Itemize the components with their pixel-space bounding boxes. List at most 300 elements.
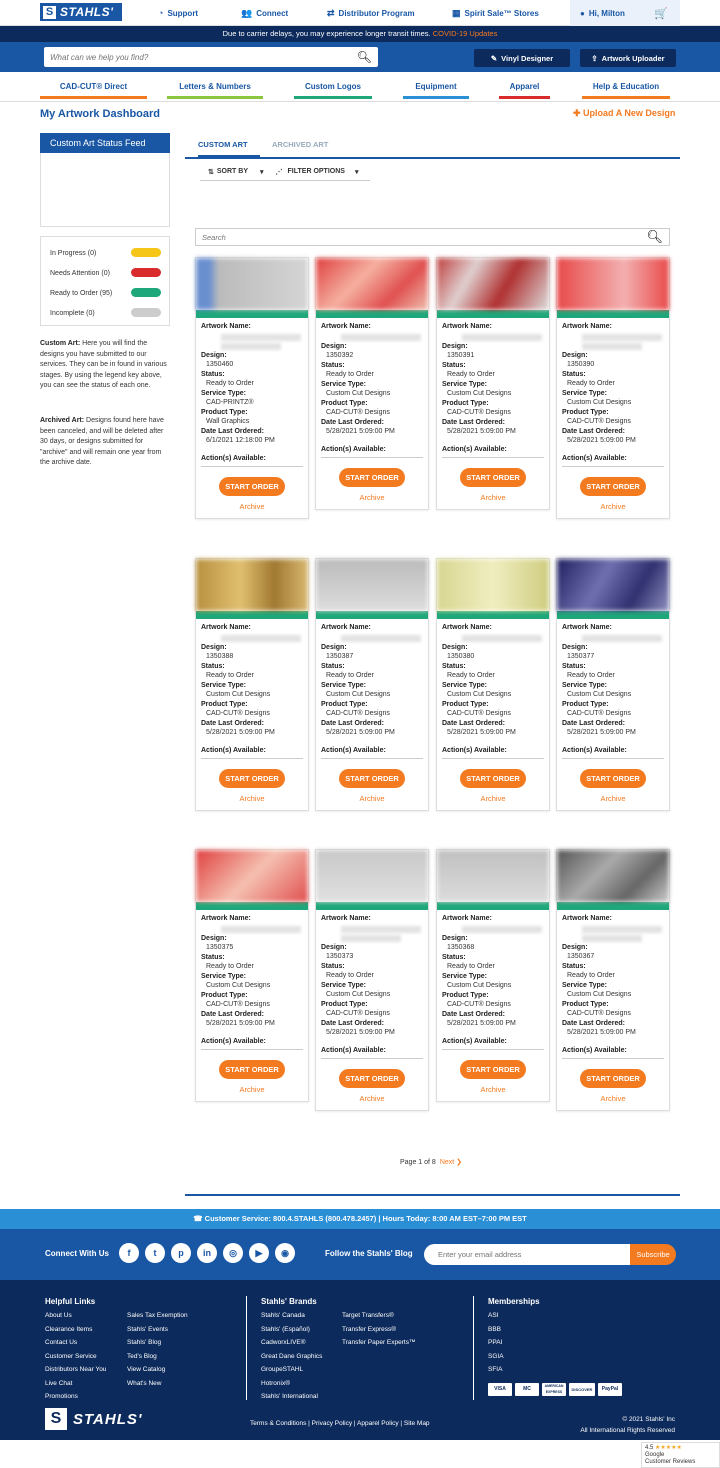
page-title: My Artwork Dashboard — [40, 108, 161, 120]
status-bar-green — [437, 902, 549, 910]
service-type-label: Service Type: — [201, 389, 247, 397]
artwork-name-redacted — [341, 935, 401, 942]
tab-custom-art[interactable]: CUSTOM ART — [198, 140, 260, 158]
mainnav-apparel-label: Apparel — [509, 82, 540, 91]
memberships-title: Memberships — [488, 1297, 540, 1306]
footer-link[interactable]: Promotions — [45, 1393, 78, 1400]
footer-link[interactable]: Clearance Items — [45, 1325, 93, 1333]
artwork-card — [436, 558, 550, 811]
artwork-thumbnail — [437, 559, 549, 611]
status-value: Ready to Order — [206, 963, 254, 970]
artwork-thumbnail — [196, 850, 308, 902]
art-tabs — [185, 135, 680, 159]
legend-label: In Progress (0) — [50, 250, 97, 257]
artwork-name-label: Artwork Name: — [321, 915, 371, 922]
divider — [185, 1194, 680, 1196]
artwork-name-redacted — [582, 926, 662, 933]
vinyl-designer-button[interactable] — [474, 49, 570, 67]
nav-support[interactable] — [158, 0, 198, 26]
service-type-value: Custom Cut Designs — [447, 691, 512, 698]
divider — [473, 1296, 474, 1400]
design-label: Design: — [201, 934, 227, 942]
upload-icon: ⇪ — [591, 53, 598, 63]
start-order-button[interactable]: START ORDER — [219, 477, 285, 496]
start-order-button[interactable]: START ORDER — [219, 1060, 285, 1079]
mainnav-underline — [403, 96, 469, 99]
mainnav-letters[interactable] — [167, 82, 263, 99]
status-label: Status: — [201, 662, 225, 670]
status-feed-box — [40, 153, 170, 227]
service-type-value: Custom Cut Designs — [206, 691, 271, 698]
mainnav-help-label: Help & Education — [592, 82, 660, 91]
search-icon[interactable]: 🔍︎ — [646, 229, 663, 244]
artwork-name-label: Artwork Name: — [562, 624, 612, 631]
archive-link[interactable]: Archive — [239, 1085, 265, 1094]
legend-pill-yellow — [131, 248, 161, 257]
artwork-name-label: Artwork Name: — [442, 915, 492, 922]
amex-icon: AMERICAN EXPRESS — [542, 1383, 566, 1396]
date-last-ordered-value: 5/28/2021 5:09:00 PM — [567, 1029, 636, 1036]
rights-line: All International Rights Reserved — [580, 1427, 675, 1434]
design-label: Design: — [321, 342, 347, 350]
date-last-ordered-value: 5/28/2021 5:09:00 PM — [447, 428, 516, 435]
footer-logo[interactable] — [45, 1408, 142, 1430]
card-details — [316, 619, 428, 810]
status-bar-green — [316, 902, 428, 910]
product-type-label: Product Type: — [201, 408, 248, 416]
divider — [246, 1296, 247, 1400]
custom-art-label: Custom Art: — [40, 340, 81, 347]
mainnav-cadcut[interactable] — [40, 82, 147, 99]
legal-links[interactable]: Terms & Conditions | Privacy Policy | Apparel Policy | Site Map — [250, 1420, 430, 1427]
footer-link[interactable]: Ted's Blog — [127, 1352, 157, 1360]
chevron-down-icon: ▾ — [260, 168, 264, 176]
vinyl-label: Vinyl Designer — [501, 53, 554, 63]
date-last-ordered-value: 6/1/2021 12:18:00 PM — [206, 437, 275, 444]
brand-link[interactable]: CadworxLIVE® — [261, 1339, 306, 1346]
instagram-icon[interactable]: ◎ — [223, 1243, 243, 1263]
footer-link[interactable]: About Us — [45, 1312, 72, 1319]
search-bar — [0, 42, 720, 72]
card-details — [557, 318, 669, 518]
brand-link[interactable]: Transfer Paper Experts™ — [342, 1339, 416, 1346]
legend-label: Incomplete (0) — [50, 310, 95, 317]
archive-link[interactable]: Archive — [600, 502, 626, 511]
chevron-down-icon: ▾ — [354, 168, 359, 176]
design-label: Design: — [562, 943, 588, 951]
artwork-thumbnail — [316, 559, 428, 611]
product-type-label: Product Type: — [442, 700, 489, 708]
design-number: 1350373 — [326, 953, 354, 960]
artwork-name-label: Artwork Name: — [321, 323, 371, 330]
archive-link[interactable]: Archive — [239, 502, 265, 511]
membership-link[interactable]: ASI — [488, 1312, 499, 1319]
artwork-thumbnail — [196, 559, 308, 611]
badge-line1: Google — [645, 1452, 665, 1458]
brand-link[interactable]: Transfer Express® — [342, 1325, 397, 1333]
actions-label: Action(s) Available: — [562, 746, 627, 754]
brand-link[interactable]: GroupeSTAHL — [261, 1366, 304, 1373]
card-details — [437, 318, 549, 509]
date-last-ordered-label: Date Last Ordered: — [562, 1019, 626, 1027]
product-type-label: Product Type: — [442, 991, 489, 999]
mainnav-letters-label: Letters & Numbers — [179, 82, 251, 91]
search-input[interactable] — [50, 53, 357, 62]
upload-label: Upload A New Design — [583, 108, 676, 118]
archive-link[interactable]: Archive — [239, 794, 265, 803]
brands-col2 — [342, 1309, 415, 1350]
footer-link[interactable]: Distributors Near You — [45, 1366, 107, 1373]
brand-link[interactable]: Great Dane Graphics — [261, 1352, 323, 1360]
actions-label: Action(s) Available: — [562, 454, 627, 462]
date-last-ordered-label: Date Last Ordered: — [442, 418, 506, 426]
status-label: Status: — [562, 962, 586, 970]
artwork-name-label: Artwork Name: — [562, 323, 612, 330]
design-label: Design: — [321, 943, 347, 951]
logo-text: STAHLS' — [73, 1410, 143, 1428]
alert-banner — [0, 26, 720, 42]
cart-icon[interactable]: 🛒 — [654, 7, 668, 20]
status-bar-green — [316, 611, 428, 619]
artwork-card — [195, 257, 309, 519]
artwork-card — [195, 849, 309, 1102]
archived-art-text: Designs found here have been canceled, and will be deleted after 30 days, or designs submitted for "archive" and will remain one year from the archive date. — [40, 417, 164, 466]
nav-spirit-label: Spirit Sale™ Stores — [464, 8, 539, 18]
divider — [442, 758, 544, 759]
legend-ready — [50, 290, 112, 297]
artwork-name-redacted — [462, 635, 542, 642]
service-type-value: Custom Cut Designs — [326, 991, 391, 998]
card-details — [557, 619, 669, 810]
service-type-value: CAD-PRINTZ® — [206, 399, 254, 406]
status-label: Status: — [201, 953, 225, 961]
mainnav-equipment-label: Equipment — [415, 82, 457, 91]
brand-link[interactable]: Stahls' (Español) — [261, 1325, 310, 1333]
service-type-value: Custom Cut Designs — [326, 390, 391, 397]
status-feed-header: Custom Art Status Feed — [40, 133, 170, 153]
status-label: Status: — [562, 662, 586, 670]
service-type-label: Service Type: — [562, 681, 608, 689]
brand-link[interactable]: Target Transfers® — [342, 1312, 394, 1319]
footer-link[interactable]: Stahls' Events — [127, 1325, 168, 1333]
store-icon: ▦ — [452, 7, 461, 18]
helpful-links-col2 — [127, 1309, 188, 1390]
status-label: Status: — [442, 361, 466, 369]
main-nav — [0, 72, 720, 102]
logo-text: STAHLS' — [60, 5, 114, 19]
start-order-button[interactable]: START ORDER — [460, 1060, 526, 1079]
paypal-icon: PayPal — [598, 1383, 622, 1396]
membership-link[interactable]: SFIA — [488, 1366, 503, 1373]
status-value: Ready to Order — [326, 972, 374, 979]
artwork-thumbnail — [557, 258, 669, 310]
brand-link[interactable]: Stahls' Canada — [261, 1312, 305, 1319]
footer-link[interactable]: Stahls' Blog — [127, 1339, 162, 1346]
pagination — [400, 1158, 462, 1166]
artwork-name-label: Artwork Name: — [442, 624, 492, 631]
greeting: Hi, Milton — [588, 8, 625, 18]
twitter-icon[interactable]: t — [145, 1243, 165, 1263]
status-value: Ready to Order — [206, 672, 254, 679]
artwork-name-redacted — [341, 926, 421, 933]
footer — [0, 1280, 720, 1440]
status-value: Ready to Order — [326, 371, 374, 378]
archive-link[interactable]: Archive — [600, 794, 626, 803]
archive-link[interactable]: Archive — [359, 1094, 385, 1103]
actions-label: Action(s) Available: — [201, 1037, 266, 1045]
product-type-value: CAD-CUT® Designs — [567, 418, 631, 425]
start-order-button[interactable]: START ORDER — [339, 468, 405, 487]
service-type-label: Service Type: — [562, 981, 608, 989]
artwork-search-input[interactable] — [202, 233, 646, 242]
status-bar-green — [557, 902, 669, 910]
actions-label: Action(s) Available: — [321, 1046, 386, 1054]
start-order-button[interactable]: START ORDER — [460, 769, 526, 788]
date-last-ordered-label: Date Last Ordered: — [442, 1010, 506, 1018]
rating: 4.5 — [645, 1445, 654, 1451]
design-label: Design: — [201, 643, 227, 651]
sort-by-dropdown[interactable] — [208, 168, 264, 176]
visa-icon: VISA — [488, 1383, 512, 1396]
start-order-button[interactable]: START ORDER — [580, 769, 646, 788]
mainnav-underline — [167, 96, 263, 99]
status-value: Ready to Order — [447, 672, 495, 679]
actions-label: Action(s) Available: — [321, 445, 386, 453]
legend-in-progress — [50, 250, 96, 257]
connect-label: Connect With Us — [45, 1249, 109, 1258]
archive-link[interactable]: Archive — [359, 794, 385, 803]
actions-label: Action(s) Available: — [442, 746, 507, 754]
archive-link[interactable]: Archive — [359, 493, 385, 502]
mainnav-apparel[interactable] — [499, 82, 550, 99]
artwork-search — [195, 228, 670, 246]
date-last-ordered-label: Date Last Ordered: — [201, 719, 265, 727]
artwork-name-label: Artwork Name: — [562, 915, 612, 922]
product-type-value: CAD-CUT® Designs — [326, 409, 390, 416]
google-reviews-badge[interactable] — [641, 1442, 720, 1468]
youtube-icon[interactable]: ▶ — [249, 1243, 269, 1263]
status-bar-green — [196, 310, 308, 318]
actions-label: Action(s) Available: — [442, 445, 507, 453]
helpful-links-title: Helpful Links — [45, 1297, 96, 1306]
start-order-button[interactable]: START ORDER — [580, 477, 646, 496]
status-bar-green — [557, 611, 669, 619]
nav-connect-label: Connect — [256, 8, 289, 18]
artwork-card — [436, 849, 550, 1102]
covid-link[interactable]: COVID-19 Updates — [432, 29, 498, 38]
stars-icon: ★★★★★ — [655, 1445, 682, 1451]
date-last-ordered-label: Date Last Ordered: — [201, 1010, 265, 1018]
pinterest-icon[interactable]: p — [171, 1243, 191, 1263]
sort-label: SORT BY — [216, 168, 248, 175]
design-number: 1350460 — [206, 361, 234, 368]
brand-link[interactable]: Hotronix® — [261, 1379, 290, 1387]
nav-support-label: Support — [167, 8, 199, 18]
actions-label: Action(s) Available: — [201, 746, 266, 754]
mainnav-logos[interactable] — [294, 82, 372, 99]
footer-link[interactable]: Contact Us — [45, 1339, 78, 1346]
design-number: 1350388 — [206, 653, 234, 660]
design-label: Design: — [201, 351, 227, 359]
mastercard-icon: MC — [515, 1383, 539, 1396]
footer-link[interactable]: Live Chat — [45, 1379, 73, 1387]
membership-link[interactable]: PPAI — [488, 1339, 503, 1346]
product-type-label: Product Type: — [442, 399, 489, 407]
artwork-card — [556, 849, 670, 1111]
product-type-label: Product Type: — [321, 700, 368, 708]
divider — [321, 1058, 423, 1059]
divider — [562, 466, 664, 467]
design-label: Design: — [442, 342, 468, 350]
custom-art-text: Here you will find the designs you have submitted to our services. They can be in found in various stages. By using the legend key above, you can see the status of each one. — [40, 340, 167, 389]
nav-distributor[interactable] — [327, 0, 415, 26]
copyright — [560, 1414, 675, 1436]
service-type-label: Service Type: — [321, 380, 367, 388]
design-number: 1350392 — [326, 352, 354, 359]
service-type-label: Service Type: — [201, 972, 247, 980]
artwork-name-label: Artwork Name: — [442, 323, 492, 330]
linkedin-icon[interactable]: in — [197, 1243, 217, 1263]
start-order-button[interactable]: START ORDER — [339, 1069, 405, 1088]
email-input[interactable] — [424, 1244, 632, 1265]
service-type-label: Service Type: — [442, 681, 488, 689]
date-last-ordered-label: Date Last Ordered: — [562, 427, 626, 435]
mainnav-logos-label: Custom Logos — [305, 82, 361, 91]
helpful-links-col1 — [45, 1309, 106, 1404]
product-type-value: CAD-CUT® Designs — [326, 710, 390, 717]
logo-mark: S — [43, 6, 56, 19]
artwork-card — [556, 558, 670, 811]
status-label: Status: — [201, 370, 225, 378]
design-number: 1350375 — [206, 944, 234, 951]
membership-link[interactable]: SGIA — [488, 1352, 504, 1360]
product-type-label: Product Type: — [562, 1000, 609, 1008]
product-type-value: CAD-CUT® Designs — [447, 710, 511, 717]
next-page-link[interactable]: Next ❯ — [439, 1159, 463, 1166]
status-bar-green — [196, 902, 308, 910]
divider — [201, 466, 303, 467]
rss-icon[interactable]: ◉ — [275, 1243, 295, 1263]
plus-icon: ✚ — [573, 108, 584, 118]
page-indicator: Page 1 of 8 — [400, 1159, 436, 1166]
discover-icon: DISCOVER — [569, 1383, 595, 1396]
filter-label: FILTER OPTIONS — [287, 168, 345, 175]
mainnav-cadcut-label: CAD-CUT® Direct — [59, 82, 128, 91]
artwork-name-redacted — [221, 343, 281, 350]
artwork-card — [315, 257, 429, 510]
artwork-name-redacted — [341, 635, 421, 642]
service-type-value: Custom Cut Designs — [326, 691, 391, 698]
status-legend — [40, 236, 170, 326]
archive-link[interactable]: Archive — [480, 1085, 506, 1094]
status-bar-green — [437, 310, 549, 318]
status-label: Status: — [562, 370, 586, 378]
design-label: Design: — [442, 643, 468, 651]
artwork-name-redacted — [221, 635, 301, 642]
start-order-button[interactable]: START ORDER — [580, 1069, 646, 1088]
archive-link[interactable]: Archive — [600, 1094, 626, 1103]
archive-link[interactable]: Archive — [480, 794, 506, 803]
product-type-value: CAD-CUT® Designs — [567, 1010, 631, 1017]
start-order-button[interactable]: START ORDER — [219, 769, 285, 788]
artwork-card — [315, 558, 429, 811]
legend-pill-red — [131, 268, 161, 277]
design-number: 1350380 — [447, 653, 475, 660]
footer-link[interactable]: View Catalog — [127, 1366, 166, 1373]
date-last-ordered-value: 5/28/2021 5:09:00 PM — [567, 729, 636, 736]
membership-link[interactable]: BBB — [488, 1325, 502, 1333]
artwork-uploader-button[interactable] — [580, 49, 676, 67]
artwork-name-label: Artwork Name: — [321, 624, 371, 631]
artwork-name-redacted — [582, 334, 662, 341]
status-value: Ready to Order — [206, 380, 254, 387]
artwork-name-redacted — [582, 935, 642, 942]
facebook-icon[interactable]: f — [119, 1243, 139, 1263]
status-value: Ready to Order — [447, 371, 495, 378]
mainnav-help[interactable] — [582, 82, 670, 99]
mainnav-equipment[interactable] — [403, 82, 469, 99]
card-details — [437, 910, 549, 1101]
product-type-value: Wall Graphics — [206, 418, 250, 425]
status-label: Status: — [321, 361, 345, 369]
brand-link[interactable]: Stahls' International — [261, 1393, 318, 1400]
account-menu[interactable] — [570, 0, 680, 26]
product-type-value: CAD-CUT® Designs — [447, 1001, 511, 1008]
design-number: 1350377 — [567, 653, 595, 660]
artwork-thumbnail — [437, 258, 549, 310]
archived-art-help — [40, 416, 170, 469]
footer-link[interactable]: What's New — [127, 1379, 162, 1387]
start-order-button[interactable]: START ORDER — [460, 468, 526, 487]
legend-label: Needs Attention (0) — [50, 270, 110, 277]
artwork-name-label: Artwork Name: — [201, 915, 251, 922]
start-order-button[interactable]: START ORDER — [339, 769, 405, 788]
stahls-logo[interactable] — [40, 3, 122, 21]
upload-new-design-link[interactable] — [573, 108, 675, 119]
product-type-label: Product Type: — [321, 399, 368, 407]
mainnav-underline — [40, 96, 147, 99]
service-type-label: Service Type: — [321, 681, 367, 689]
footer-link[interactable]: Customer Service — [45, 1352, 97, 1360]
nav-distributor-label: Distributor Program — [338, 8, 415, 18]
divider — [201, 758, 303, 759]
subscribe-button[interactable]: Subscribe — [630, 1244, 676, 1265]
filter-options-dropdown[interactable] — [276, 168, 359, 176]
artwork-name-redacted — [221, 334, 301, 341]
archive-link[interactable]: Archive — [480, 493, 506, 502]
artwork-thumbnail — [316, 258, 428, 310]
top-bar — [0, 0, 720, 26]
nav-spirit-sale[interactable] — [452, 0, 539, 26]
people-icon: 👥 — [241, 7, 253, 18]
date-last-ordered-label: Date Last Ordered: — [321, 1019, 385, 1027]
search-icon[interactable]: 🔍︎ — [356, 50, 372, 64]
divider — [321, 758, 423, 759]
date-last-ordered-value: 5/28/2021 5:09:00 PM — [567, 437, 636, 444]
phone-agent-icon: ☎ — [193, 1214, 205, 1223]
actions-label: Action(s) Available: — [562, 1046, 627, 1054]
tab-archived-art[interactable]: ARCHIVED ART — [272, 140, 329, 149]
customer-service-text: Customer Service: 800.4.STAHLS (800.478.2457) | Hours Today: 8:00 AM EST–7:00 PM EST — [204, 1214, 527, 1223]
alert-text: Due to carrier delays, you may experience longer transit times. — [222, 29, 431, 38]
service-type-value: Custom Cut Designs — [206, 982, 271, 989]
memberships-list — [488, 1309, 504, 1377]
nav-connect[interactable] — [241, 0, 288, 26]
artwork-name-label: Artwork Name: — [201, 323, 251, 330]
status-label: Status: — [321, 662, 345, 670]
product-type-label: Product Type: — [201, 991, 248, 999]
footer-link[interactable]: Sales Tax Exemption — [127, 1312, 188, 1319]
